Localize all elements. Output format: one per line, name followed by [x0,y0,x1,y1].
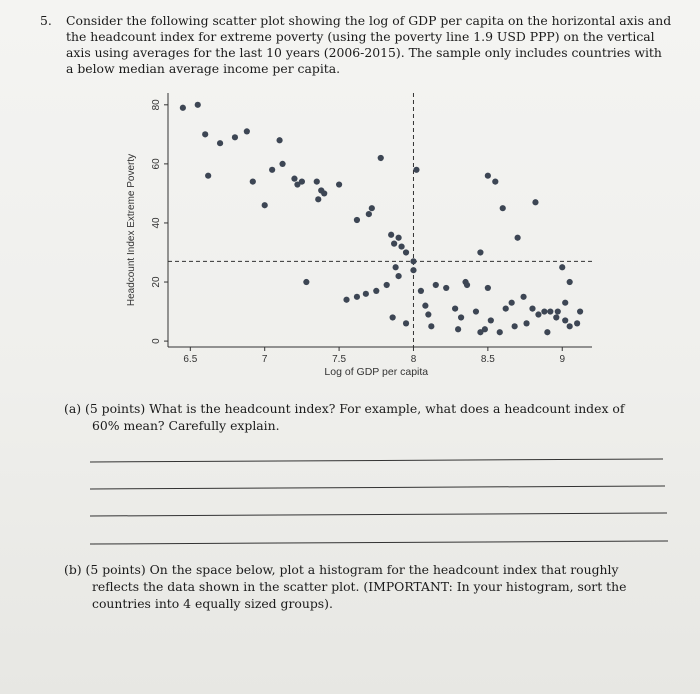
scatter-point [500,205,506,211]
scatter-point [520,294,526,300]
x-tick-label: 7.5 [332,354,347,365]
scatter-point [232,134,238,140]
scatter-point [515,235,521,241]
x-tick-label: 6.5 [183,354,198,365]
scatter-point [276,137,282,143]
part-b-line-2: reflects the data shown in the scatter plot. (IMPORTANT: In your histogram, sort the [92,579,627,594]
scatter-point [395,273,401,279]
scatter-point [567,279,573,285]
scatter-point [485,285,491,291]
scatter-point [541,308,547,314]
scatter-point [477,249,483,255]
answer-line [90,540,668,544]
question-text-line-4: a below median average income per capita. [66,61,341,76]
part-b-line-3: countries into 4 equally sized groups). [92,596,333,611]
scatter-point [205,173,211,179]
scatter-point [299,179,305,185]
scatter-plot [120,85,600,390]
scatter-point [503,306,509,312]
scatter-point [482,326,488,332]
scatter-point [217,140,223,146]
scatter-point [403,320,409,326]
scatter-point [388,232,394,238]
x-tick-label: 8.5 [480,354,495,365]
y-tick-label: 20 [151,276,162,288]
scatter-point [403,249,409,255]
y-tick-label: 40 [151,217,162,229]
scatter-point [343,297,349,303]
scatter-point [279,161,285,167]
part-b-line-1: (b) (5 points) On the space below, plot a histogram for the headcount index that roughly [64,562,619,577]
scatter-point [535,311,541,317]
y-tick-label: 80 [151,99,162,111]
scatter-point [422,303,428,309]
question-text-line-3: axis using averages for the last 10 years (2006-2015). The sample only includes countries with [66,45,662,60]
scatter-point [354,217,360,223]
scatter-point [532,199,538,205]
answer-line [90,512,667,516]
scatter-point [529,306,535,312]
scatter-point [202,131,208,137]
scatter-point [373,288,379,294]
y-axis-title: Headcount Index Extreme Poverty [126,153,137,307]
scatter-point [180,105,186,111]
scatter-point [363,291,369,297]
x-tick-label: 8 [410,354,417,365]
y-tick-label: 0 [151,338,162,344]
scatter-point [390,314,396,320]
scatter-point [553,314,559,320]
scatter-point [291,176,297,182]
scatter-point [410,267,416,273]
answer-line [90,485,665,489]
scatter-point [577,308,583,314]
scatter-point [562,300,568,306]
scatter-point [547,308,553,314]
scatter-point [428,323,434,329]
scatter-point [458,314,464,320]
scatter-point [244,128,250,134]
scatter-point [315,196,321,202]
scatter-point [393,264,399,270]
scatter-point [433,282,439,288]
y-tick-label: 60 [151,158,162,170]
scatter-point [497,329,503,335]
scatter-point [425,311,431,317]
scatter-point [321,190,327,196]
x-tick-label: 9 [559,354,566,365]
scatter-point [574,320,580,326]
question-text-line-1: Consider the following scatter plot showing the log of GDP per capita on the horizontal axis and [66,13,672,28]
answer-line [90,458,663,462]
scatter-point [262,202,268,208]
scatter-point [464,282,470,288]
scatter-point [269,167,275,173]
scatter-point [567,323,573,329]
scatter-point [559,264,565,270]
scatter-point [443,285,449,291]
scatter-point [418,288,424,294]
scatter-point [410,258,416,264]
scatter-point [544,329,550,335]
scatter-point [523,320,529,326]
scatter-point [555,308,561,314]
scatter-point [314,179,320,185]
question-text-line-2: the headcount index for extreme poverty (using the poverty line 1.9 USD PPP) on the vertical [66,29,655,44]
scatter-point [509,300,515,306]
x-axis-title: Log of GDP per capita [324,366,429,378]
scatter-point [336,181,342,187]
part-a-line-1: (a) (5 points) What is the headcount index? For example, what does a headcount index of [64,401,625,416]
scatter-point [354,294,360,300]
x-tick-label: 7 [261,354,268,365]
scatter-point [195,102,201,108]
scatter-point [562,317,568,323]
scatter-point [473,308,479,314]
scatter-point [398,243,404,249]
scatter-point [303,279,309,285]
scatter-point [384,282,390,288]
scatter-point [485,173,491,179]
question-number: 5. [40,13,52,28]
scatter-point [378,155,384,161]
scatter-point [395,235,401,241]
scatter-point [452,306,458,312]
scatter-point [369,205,375,211]
scatter-point [366,211,372,217]
scatter-point [488,317,494,323]
scatter-point [413,167,419,173]
part-a-line-2: 60% mean? Carefully explain. [92,418,280,433]
scatter-point [250,179,256,185]
scatter-point [492,179,498,185]
scatter-point [512,323,518,329]
scatter-point [391,241,397,247]
scatter-point [455,326,461,332]
